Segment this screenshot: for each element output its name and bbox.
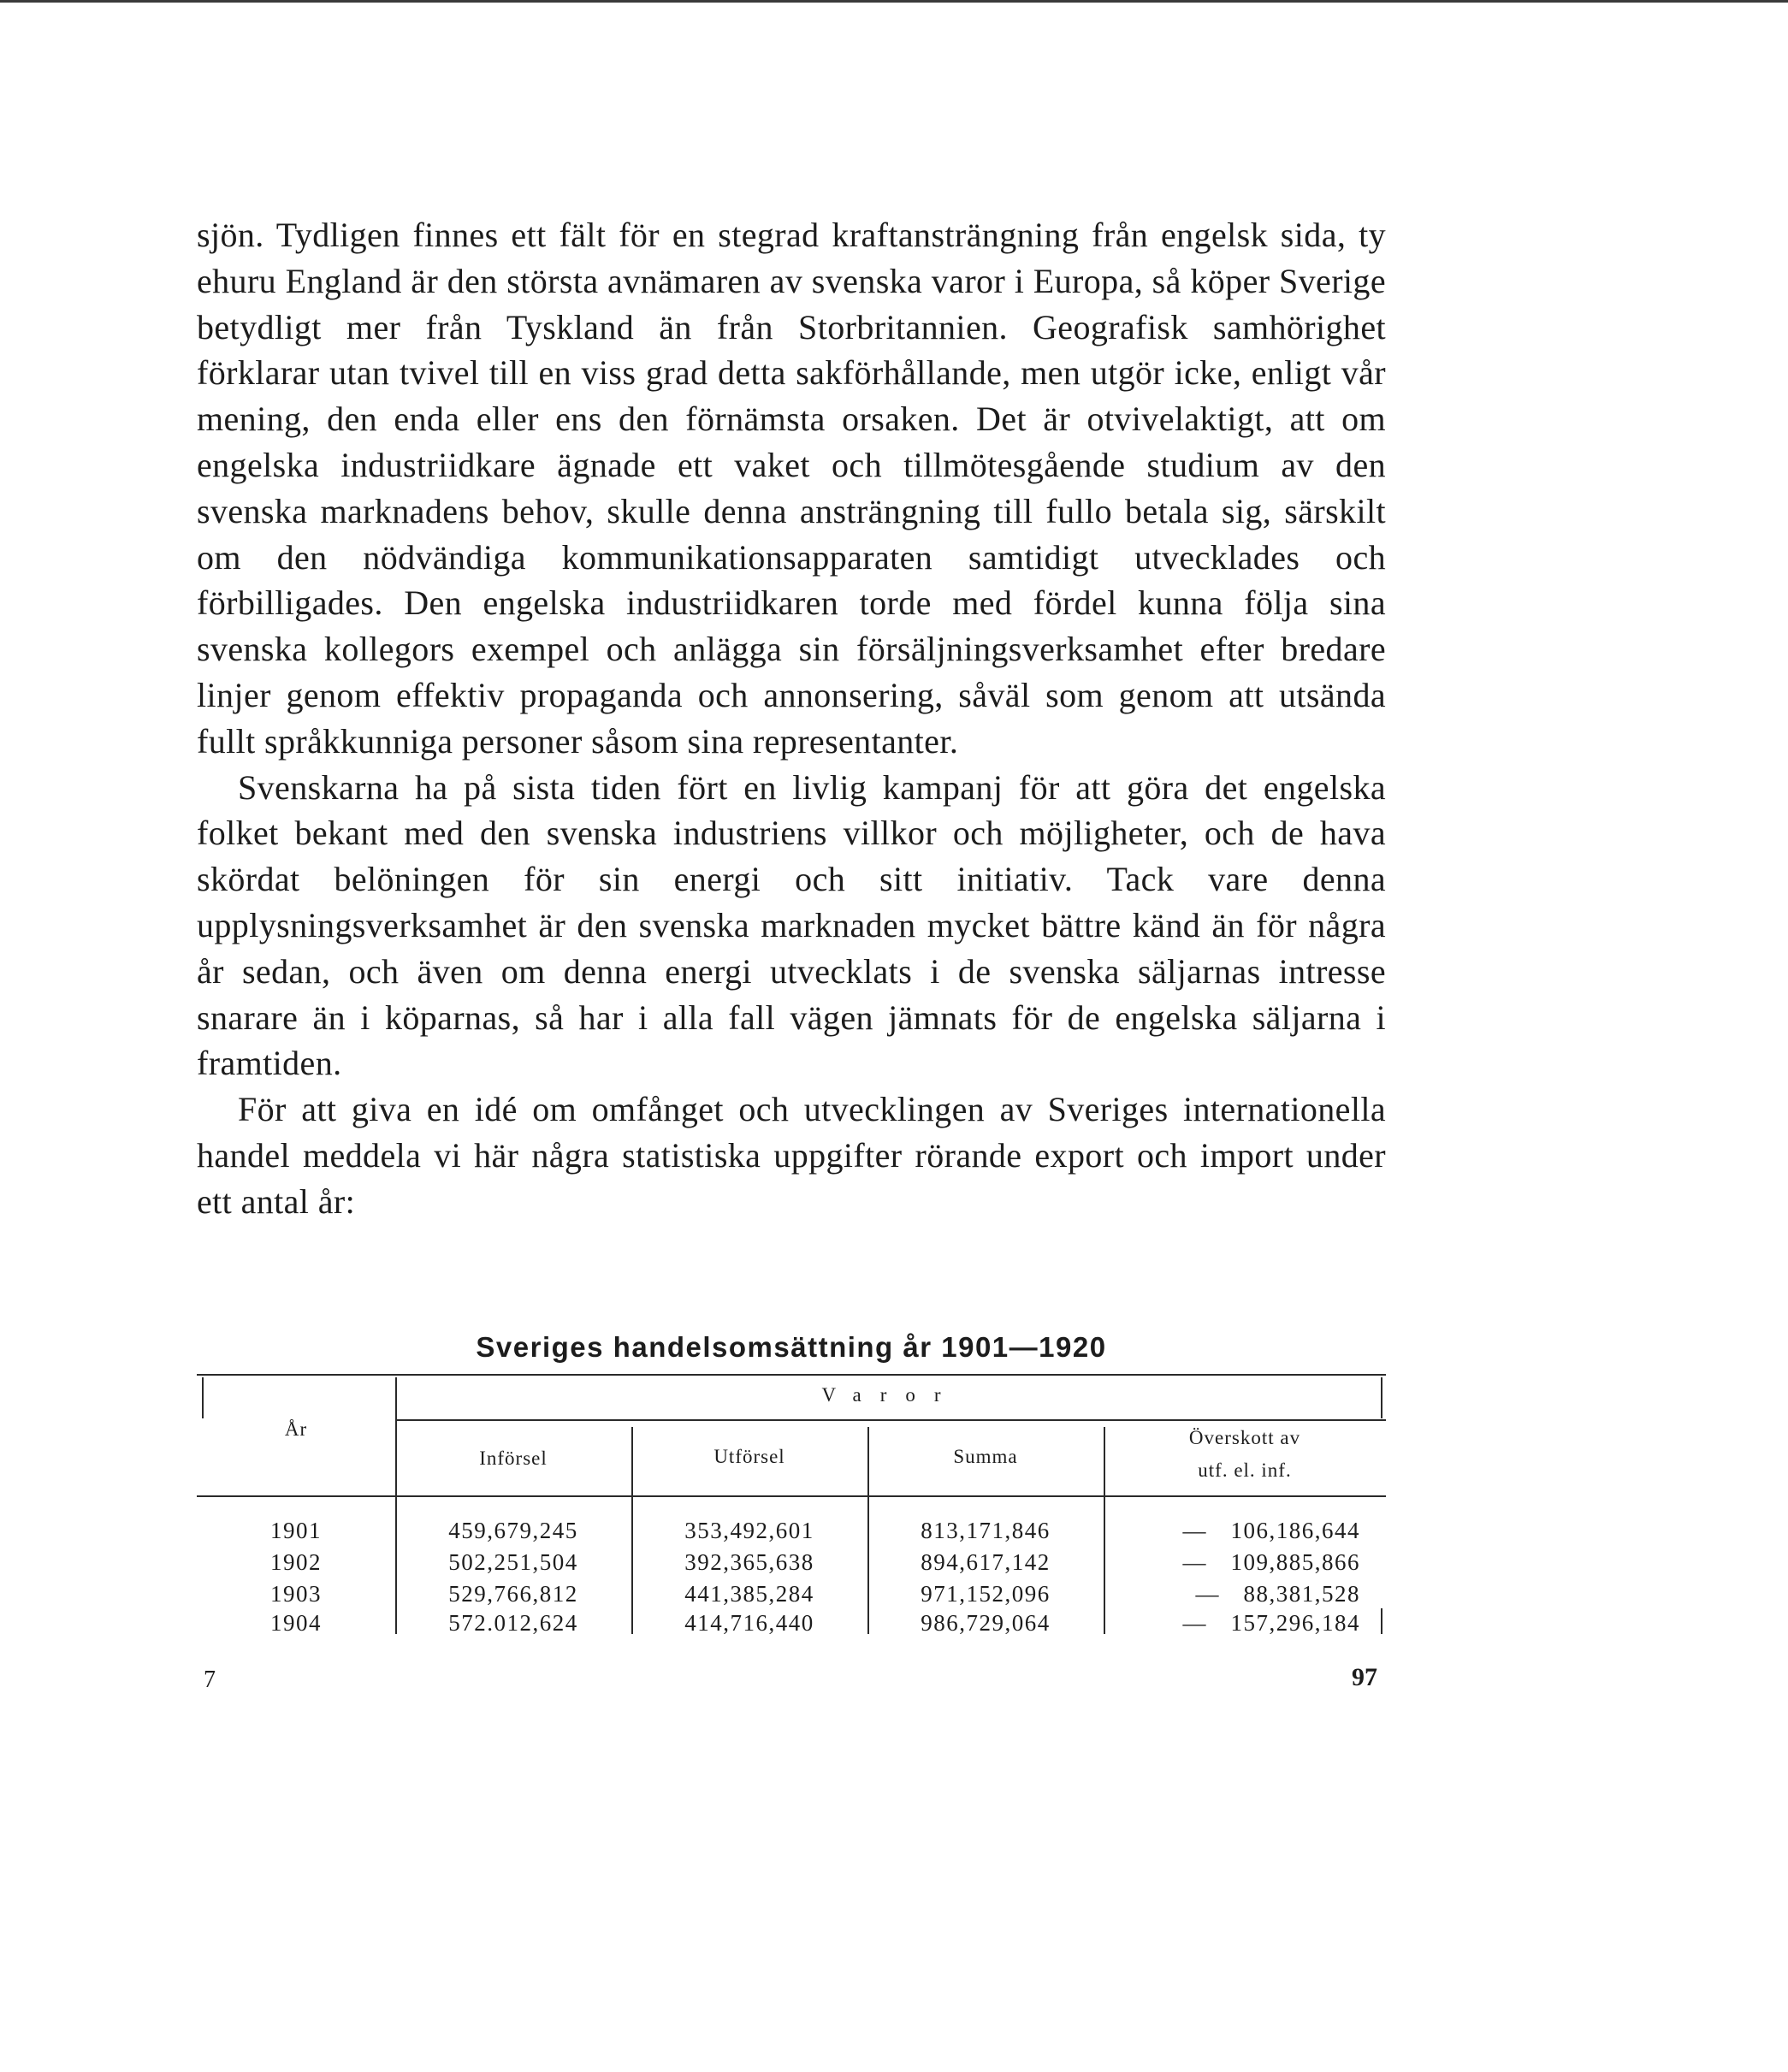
surplus-value: 109,885,866 [1230, 1549, 1360, 1575]
table-row-1903-import: 529,766,812 [448, 1581, 578, 1607]
table-title: Sveriges handelsomsättning år 1901—1920 [476, 1331, 1107, 1363]
header-surplus-line-2: utf. el. inf. [1198, 1459, 1292, 1481]
surplus-value: 106,186,644 [1230, 1518, 1360, 1543]
header-year: År [284, 1418, 308, 1440]
table-row-1904-surplus [1138, 1607, 1360, 1639]
column-header-bottom-rule [197, 1495, 1386, 1497]
paragraph-1: sjön. Tydligen finnes ett fält för en stegrad kraftansträngning från engelsk sida, ty ehuru England är den största avnämaren av svenska varor i Europa, så köper Sverige betydligt mer från Tyskland än från Storbritannien. Geografisk samhörighet förklarar utan tvivel till en viss grad detta sakförhållande, men utgör icke, enligt vår mening, den enda eller ens den förnämsta orsaken. Det är otvivelaktigt, att om engelska industriidkare ägnade ett vaket och tillmötesgående studium av den svenska marknadens behov, skulle denna ansträngning till fullo betala sig, särskilt om den nödvändiga kommunikationsapparaten samtidigt utvecklades och förbilligades. Den engelska industriidkaren torde med fördel kunna följa sina svenska kollegors exempel och anlägga sin försäljningsverksamhet efter bredare linjer genom effektiv propaganda och annonsering, såväl som genom att utsända fullt språkkunniga personer såsom sina representanter. [197, 216, 1386, 761]
header-export: Utförsel [713, 1446, 785, 1467]
table-row-1903-export: 441,385,284 [684, 1581, 814, 1607]
trade-statistics-table [197, 1374, 1386, 1639]
surplus-sign: — [1182, 1549, 1207, 1575]
table-row-1901-surplus [1138, 1514, 1360, 1547]
header-surplus-line-1: Överskott av [1188, 1427, 1301, 1448]
right-border-rule-lower [1381, 1608, 1382, 1634]
table-row-1904-export: 414,716,440 [684, 1610, 814, 1636]
table-row-1903-sum: 971,152,096 [921, 1581, 1051, 1607]
left-border-rule [202, 1377, 204, 1418]
surplus-sign: — [1182, 1610, 1207, 1636]
surplus-sign: — [1182, 1518, 1207, 1543]
group-header-rule [395, 1419, 1386, 1421]
body-text [197, 212, 1386, 1225]
table-row-1902-sum: 894,617,142 [921, 1549, 1051, 1575]
surplus-value: 157,296,184 [1230, 1610, 1360, 1636]
table-row-1903-year: 1903 [270, 1581, 322, 1607]
top-edge-rule [0, 0, 1788, 3]
page-number: 97 [1352, 1663, 1377, 1691]
header-import: Införsel [479, 1447, 548, 1469]
paragraph-3: För att giva en idé om omfånget och utvecklingen av Sveriges internationella handel meddela vi här några statistiska uppgifter rörande export och import under ett antal år: [197, 1090, 1386, 1221]
signature-mark: 7 [204, 1666, 216, 1693]
table-row-1902-export: 392,365,638 [684, 1549, 814, 1575]
group-header-varor: Varor [821, 1384, 960, 1406]
header-sum: Summa [953, 1446, 1018, 1467]
table-row-1904-sum: 986,729,064 [921, 1610, 1051, 1636]
table-row-1902-import: 502,251,504 [448, 1549, 578, 1575]
table-row-1901-year: 1901 [270, 1518, 322, 1543]
surplus-sign: — [1195, 1581, 1220, 1607]
table-row-1903-surplus [1138, 1578, 1360, 1610]
table-row-1902-year: 1902 [270, 1549, 322, 1575]
table-row-1901-sum: 813,171,846 [921, 1518, 1051, 1543]
table-row-1904-import: 572.012,624 [448, 1610, 578, 1636]
sum-column-divider [1104, 1427, 1105, 1634]
table-top-rule [197, 1374, 1386, 1376]
surplus-value: 88,381,528 [1243, 1581, 1360, 1607]
table-row-1904-year: 1904 [270, 1610, 322, 1636]
table-row-1902-surplus [1138, 1546, 1360, 1578]
paragraph-2: Svenskarna ha på sista tiden fört en livlig kampanj för att göra det engelska folket bekant med den svenska industriens villkor och möjligheter, och de hava skördat belöningen för sin energi och sitt initiativ. Tack vare denna upplysningsverksamhet är den svenska marknaden mycket bättre känd än för några år sedan, och även om denna energi utvecklats i de svenska säljarnas intresse snarare än i köparnas, så har i alla fall vägen jämnats för de engelska säljarna i framtiden. [197, 767, 1386, 1083]
table-row-1901-import: 459,679,245 [448, 1518, 578, 1543]
table-row-1901-export: 353,492,601 [684, 1518, 814, 1543]
